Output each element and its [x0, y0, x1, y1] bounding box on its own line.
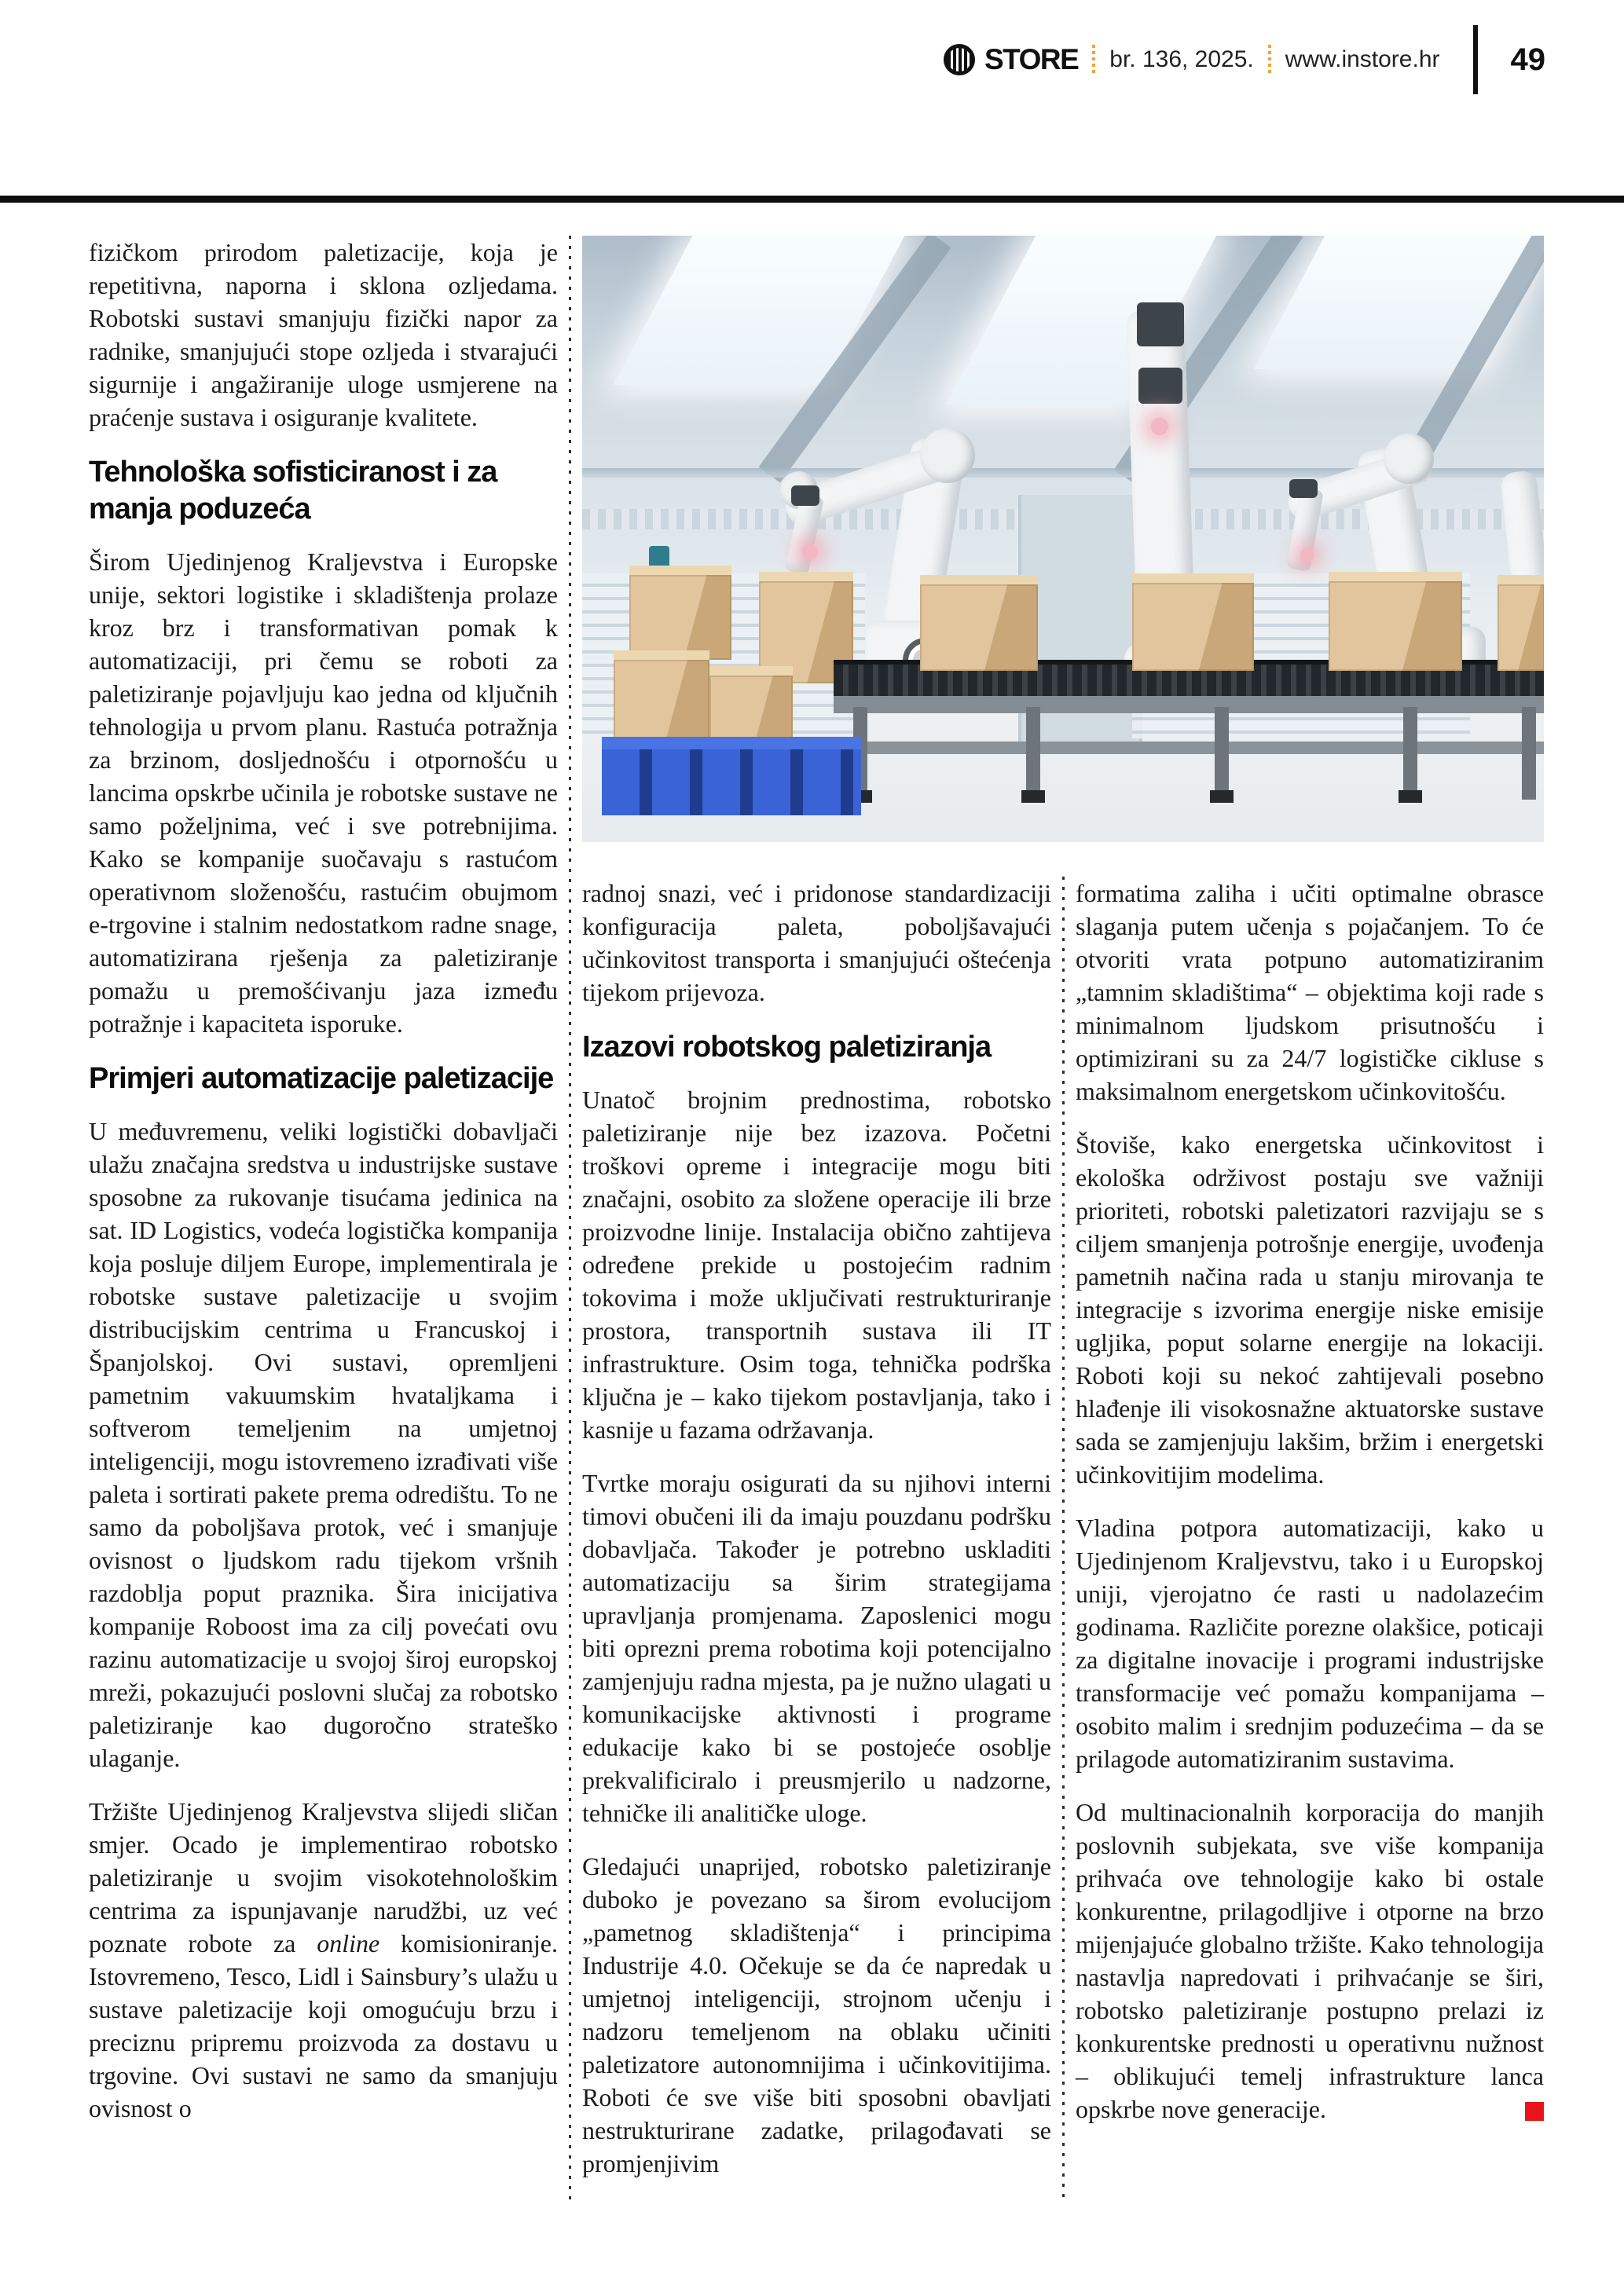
page-header — [944, 22, 1545, 97]
header-vertical-divider — [1473, 25, 1478, 94]
cardboard-box — [920, 575, 1038, 671]
cardboard-box-stacked — [709, 666, 793, 746]
conveyor-leg — [1522, 707, 1536, 800]
robot-gripper-head — [791, 485, 819, 506]
column-dotted-divider — [569, 236, 571, 2200]
conveyor-rail — [849, 742, 1544, 754]
cardboard-box — [1329, 572, 1462, 671]
page-number: 49 — [1510, 42, 1545, 77]
text-segment: Tržište Ujedinjenog Kraljevstva slijedi sličan smjer. Ocado je implementirao robotsko paletiziranje u svojim visokotehnološkim centrima za ispunjavanje narudžbi, uz već poznate robote za — [89, 1797, 558, 1957]
article-paragraph: fizičkom prirodom paletizacije, koja je repetitivna, naporna i sklona ozljedama. Robotski sustavi smanjuju fizički napor za radnike, smanjujući stope ozljeda i stvarajući sigurnije i angažiranije uloge usmjerene na praćenje sustava i osiguranje kvalitete. — [89, 238, 558, 431]
header-dotted-separator — [1268, 45, 1271, 75]
robot-status-light — [802, 544, 818, 559]
article-column-right — [1076, 877, 1544, 2200]
instore-logo-icon — [944, 44, 975, 75]
conveyor-frame — [834, 696, 1544, 713]
article-paragraph: formatima zaliha i učiti optimalne obrasce slaganja putem učenja s pojačanjem. To će otvoriti vrata potpuno automatiziranim „tamnim skladištima“ – objektima koji rade s minimalnom ljudskom prisutnošću i optimizirani su za 24/7 logističke cikluse s maksimalnom energetskom učinkovitošću. — [1076, 879, 1544, 1105]
article-paragraph: Širom Ujedinjenog Kraljevstva i Europske unije, sektori logistike i skladištenja prolaze kroz brz i transformativan pomak k automatizaciji, pri čemu se roboti za paletiziranje pojavljuju kao jedna od ključnih tehnologija u prvom planu. Rastuća potražnja za brzinom, dosljednošću i otpornošću u lancima opskrbe učinila je robotske sustave ne samo poželjnima, već i sve potrebnijima. Kako se kompanije suočavaju s rastućom operativnom složenošću, rastućim obujmom e-trgovine i stalnim nedostatkom radne snage, automatizirana rješenja za paletiziranje pomažu u premošćivanju jaza između potražnje i kapaciteta isporuke. — [89, 547, 558, 1038]
article-paragraph: Unatoč brojnim prednostima, robotsko paletiziranje nije bez izazova. Početni troškovi opreme i integracije mogu biti značajni, osobito za složene operacije ili brze proizvodne linije. Instalacija obično zahtijeva određene prekide u postojećim radnim tokovima i može uključivati restrukturiranje prostora, transportnih sustava ili IT infrastrukture. Osim toga, tehnička podrška ključna je – kako tijekom postavljanja, tako i kasnije u fazama održavanja. — [582, 1086, 1051, 1444]
conveyor-leg — [1215, 707, 1229, 800]
section-heading: Primjeri automatizacije paletizacije — [89, 1062, 554, 1095]
robot-head — [1137, 302, 1184, 346]
robot-shoulder-joint — [920, 428, 975, 483]
blue-pallet — [602, 737, 861, 815]
conveyor-foot — [1021, 790, 1045, 803]
section-heading: Izazovi robotskog paletiziranja — [582, 1031, 992, 1064]
robot-shoulder-joint — [1384, 434, 1434, 484]
robot-status-light — [1151, 418, 1168, 435]
article-paragraph — [89, 1795, 558, 2125]
robot-status-light — [1300, 548, 1314, 562]
article-end-red-square — [1525, 2102, 1544, 2121]
italic-text: online — [317, 1929, 380, 1957]
article-paragraph: U međuvremenu, veliki logistički dobavljači ulažu značajna sredstva u industrijske sustave sposobne za rukovanje tisućama jedinica na sat. ID Logistics, vodeća logistička kompanija koja posluje diljem Europe, implementirala je robotske sustave paletizacije u svojim distribucijskim centrima u Francuskoj i Španjolskoj. Ovi sustavi, opremljeni pametnim vakuumskim hvataljkama i softverom temeljenim na umjetnoj inteligenciji, mogu istovremeno izrađivati više paleta i sortirati pakete prema odredištu. To ne samo da poboljšava protok, već i smanjuje ovisnost o ljudskom radu tijekom vršnih razdoblja poput praznika. Šira inicijativa kompanije Roboost ima za cilj povećati ovu razinu automatizacije u svojoj široj europskoj mreži, pokazujući poslovni slučaj za robotsko paletiziranje kao dugoročno strateško ulaganje. — [89, 1117, 558, 1772]
article-paragraph: Od multinacionalnih korporacija do manjih poslovnih subjekata, sve više kompanija prihvaća ove tehnologije kako bi ostale konkurentne, prilagodljive i otporne na brzo mijenjajuće globalno tržište. Kako tehnologija nastavlja napredovati i prihvaćanje se širi, robotsko paletiziranje postupno prelazi iz konkurentske prednosti u operativnu nužnost – oblikujući temelj infrastrukture lanca opskrbe nove generacije. — [1076, 1798, 1544, 2123]
cardboard-box-stacked — [629, 566, 731, 660]
article-paragraph: Gledajući unaprijed, robotsko paletiziranje duboko je povezano sa širom evolucijom „pametnog skladištenja“ i principima Industrije 4.0. Očekuje se da će napredak u umjetnoj inteligenciji, strojnom učenju i nadzoru temeljenom na oblaku učiniti paletizatore autonomnijima i učinkovitijima. Roboti će sve više biti sposobni obavljati nestrukturirane zadatke, prilagođavati se promjenjivim — [582, 1852, 1051, 2177]
issue-number: br. 136, 2025. — [1109, 46, 1254, 72]
section-heading: Tehnološka sofisticiranost i za manja poduzeća — [89, 456, 497, 525]
column-dotted-divider — [1062, 877, 1065, 2200]
cardboard-box — [1498, 575, 1544, 671]
warehouse-robot-arms-palletizing-photo — [582, 236, 1544, 842]
article-paragraph: radnoj snazi, već i pridonose standardizaciji konfiguracija paleta, poboljšavajući učinkovitost transporta i smanjujući oštećenja tijekom prijevoza. — [582, 879, 1051, 1006]
magazine-logo: STORE — [984, 43, 1079, 75]
cardboard-box-stacked — [614, 650, 709, 746]
article-paragraph: Tvrtke moraju osigurati da su njihovi interni timovi obučeni ili da imaju pouzdanu podršku dobavljača. Također je potrebno uskladiti automatizaciju sa širim strategijama upravljanja promjenama. Zaposlenici mogu biti oprezni prema robotima koji potencijalno zamjenjuju radna mjesta, pa je nužno ulagati u komunikacijske aktivnosti i programe edukacije kako bi se postojeće osoblje prekvalificiralo i preusmjerilo u nadzorne, tehničke ili analitičke uloge. — [582, 1469, 1051, 1827]
article-column-left — [89, 236, 558, 2200]
header-dotted-separator — [1092, 45, 1095, 75]
article-paragraph: Štoviše, kako energetska učinkovitost i ekološka održivost postaju sve važniji prioriteti, robotski paletizatori razvijaju se s ciljem smanjenja potrošnje energije, uvođenja pametnih načina rada u stanju mirovanja te integracije s izvorima energije niske emisije ugljika, poput solarne energije na lokaciji. Roboti koji su nekoć zahtijevali posebno hlađenje ili visokosnažne aktuatorske sustave sada se zamjenjuju lakšim, bržim i energetski učinkovitijim modelima. — [1076, 1130, 1544, 1489]
conveyor-foot — [1210, 790, 1234, 803]
text-segment: komisioniranje. Istovremeno, Tesco, Lidl i Sainsbury’s ulažu u sustave paletizacije koji omogućuju brzu i preciznu pripremu proizvoda za dostavu u trgovine. Ovi sustavi ne samo da smanjuju ovisnost o — [89, 1929, 559, 2122]
header-rule — [0, 196, 1624, 203]
text-columns — [582, 877, 1544, 2200]
conveyor-leg — [1026, 707, 1040, 800]
article-paragraph: Vladina potpora automatizaciji, kako u Ujedinjenom Kraljevstvu, tako i u Europskoj uniji, vjerojatno će rasti u nadolazećim godinama. Različite porezne olakšice, poticaji za digitalne inovacije i programi industrijske transformacije već pomažu kompanijama – osobito malim i srednjim poduzećima – da se prilagode automatiziranim sustavima. — [1076, 1514, 1544, 1773]
cardboard-box — [1132, 573, 1254, 671]
article-body — [89, 236, 1544, 2200]
robot-head-segment — [1138, 368, 1182, 404]
conveyor-leg — [1403, 707, 1417, 800]
website-url: www.instore.hr — [1285, 46, 1440, 72]
article-column-middle — [582, 877, 1051, 2200]
conveyor-foot — [1399, 790, 1422, 803]
article-right-area — [582, 236, 1544, 2200]
robot-gripper-head — [1289, 479, 1318, 498]
